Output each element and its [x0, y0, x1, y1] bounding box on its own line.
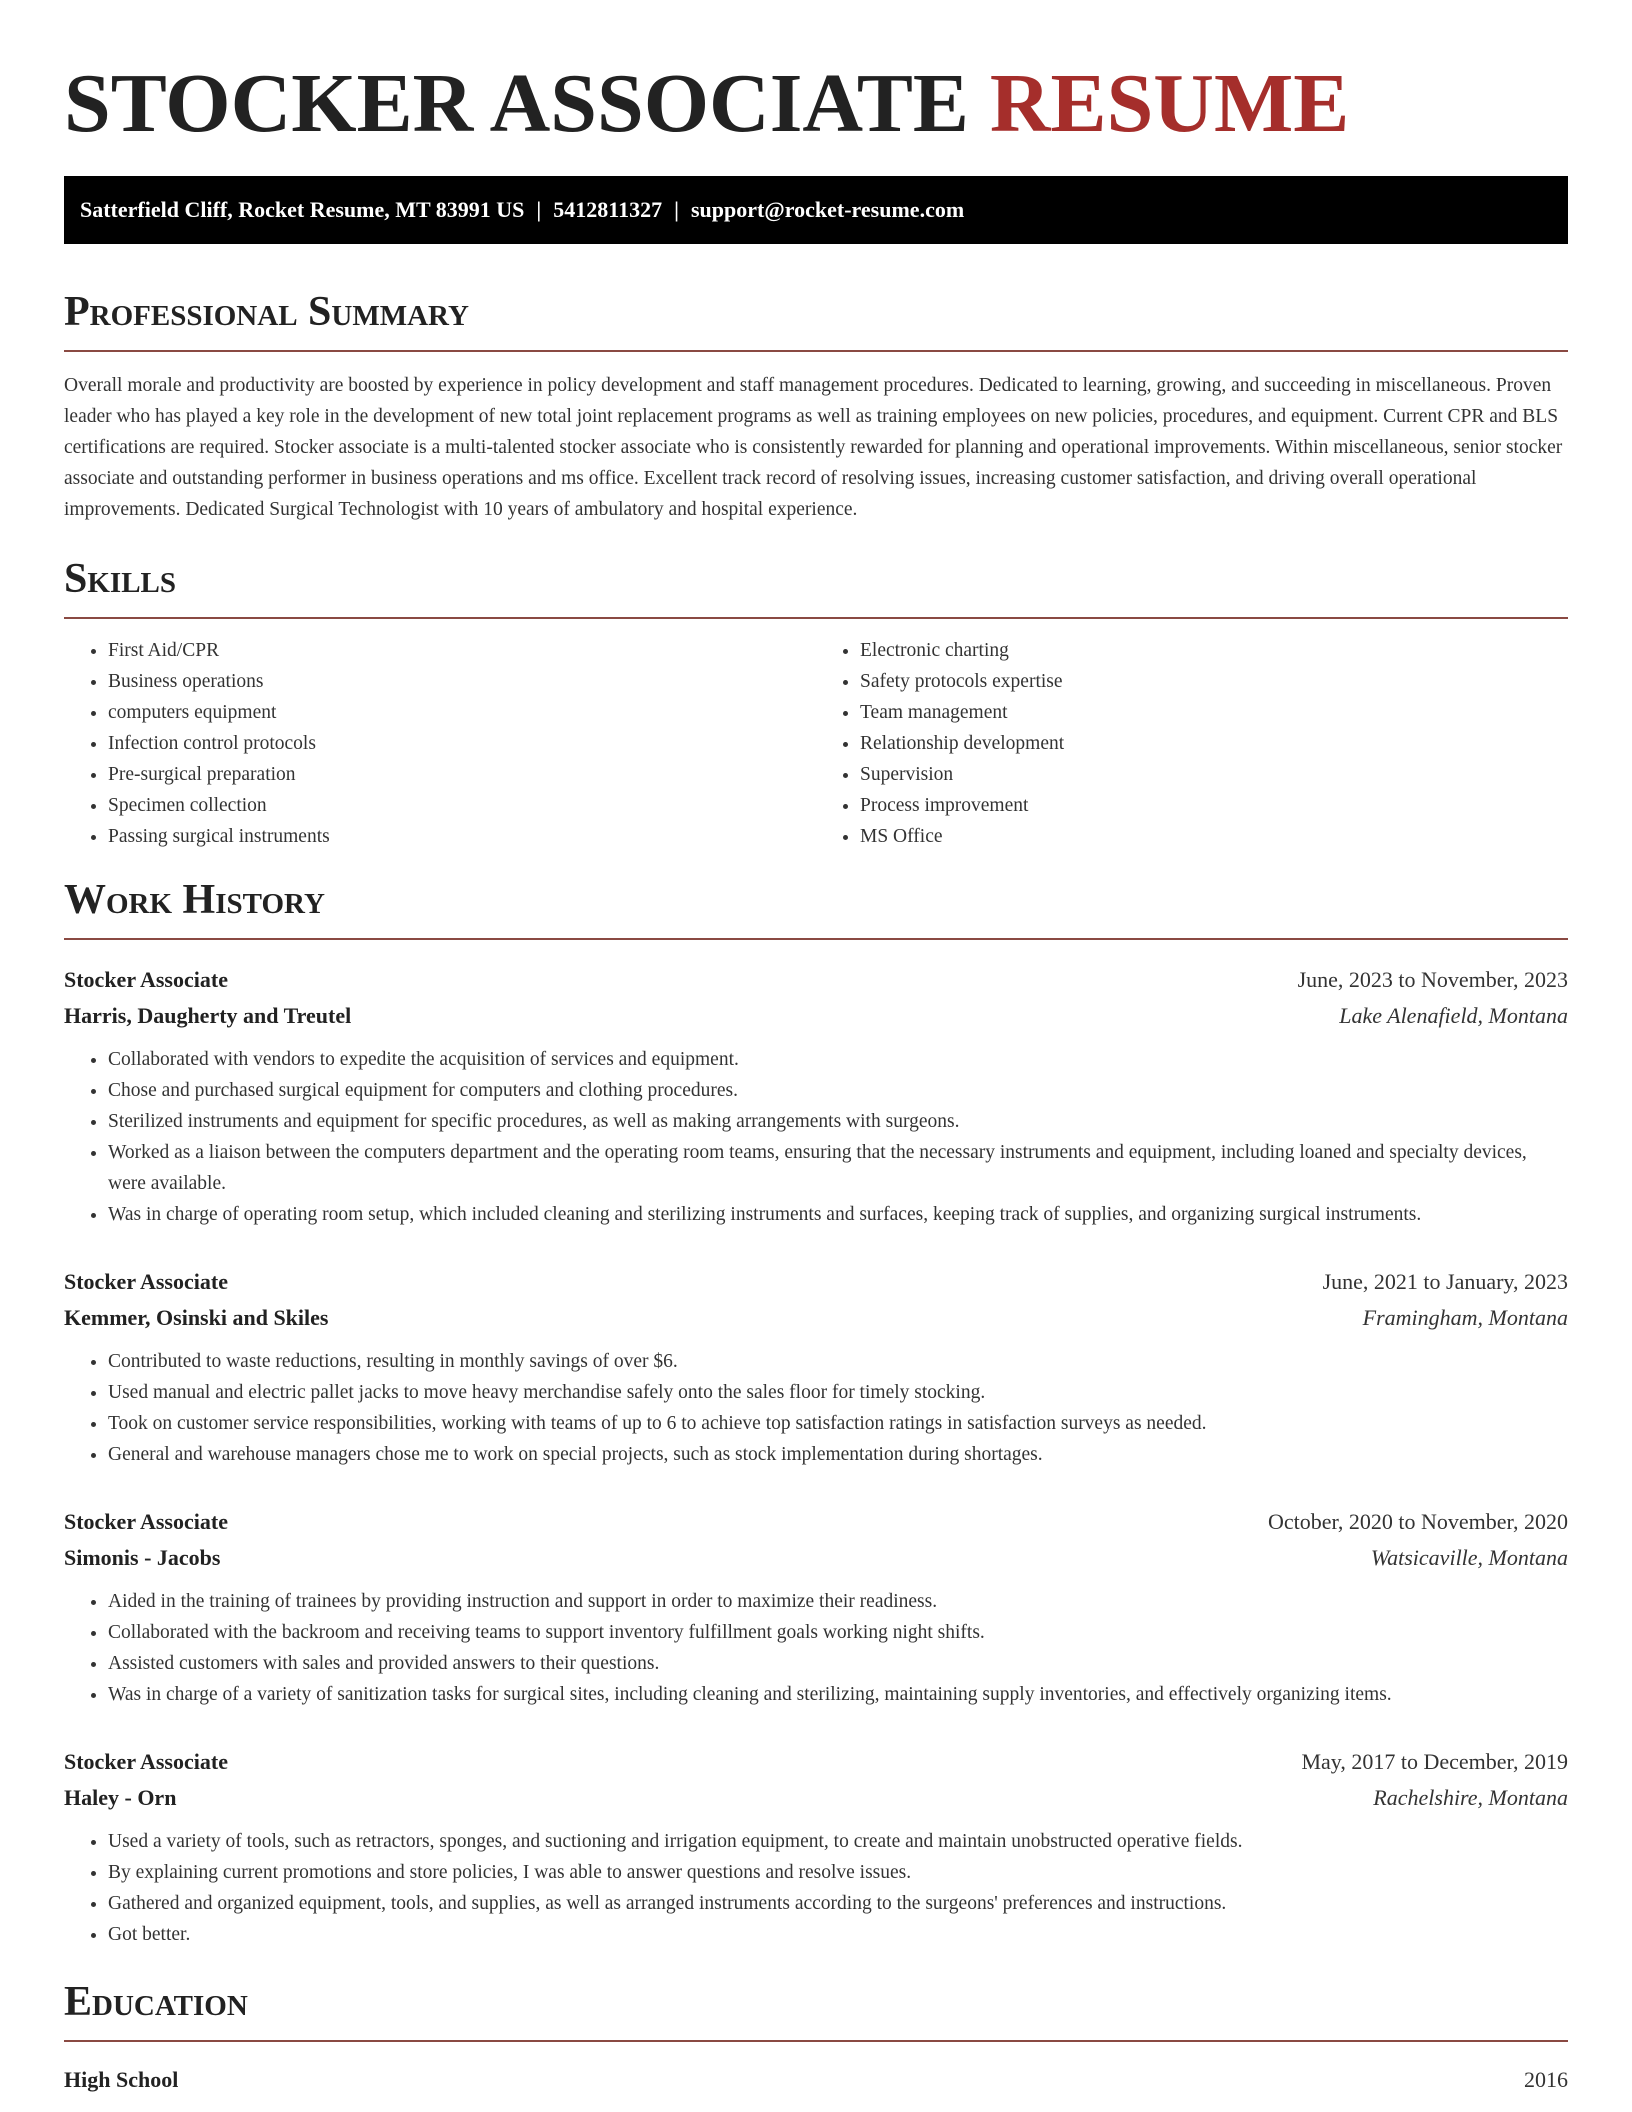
job-employer: Simonis - Jacobs	[64, 1545, 221, 1570]
job-employer: Kemmer, Osinski and Skiles	[64, 1305, 329, 1330]
contact-bar	[64, 176, 1568, 244]
job-employer: Haley - Orn	[64, 1785, 177, 1810]
job-title: Stocker Associate	[64, 1509, 228, 1534]
skill-item: • First Aid/CPR	[108, 635, 816, 666]
contact-separator: |	[536, 197, 542, 222]
job-employer-row	[64, 1780, 1568, 1816]
job-bullet: • Assisted customers with sales and provided answers to their questions.	[108, 1648, 1568, 1679]
job-dates: June, 2023 to November, 2023	[1297, 967, 1568, 992]
summary-heading: Professional Summary	[64, 286, 1568, 352]
skills-list	[64, 635, 1568, 852]
skill-item: • Passing surgical instruments	[108, 821, 816, 852]
skills-column-right	[816, 635, 1568, 852]
contact-email: support@rocket-resume.com	[690, 197, 965, 222]
job-employer-row	[64, 998, 1568, 1034]
job-bullet: • By explaining current promotions and store policies, I was able to answer questions and resolve issues.	[108, 1857, 1568, 1888]
job-bullet: • Chose and purchased surgical equipment for computers and clothing procedures.	[108, 1075, 1568, 1106]
skill-item: • Specimen collection	[108, 790, 816, 821]
skill-item: • Relationship development	[860, 728, 1568, 759]
work-history-heading: Work History	[64, 874, 1568, 940]
skill-item: • computers equipment	[108, 697, 816, 728]
job-employer-row	[64, 1540, 1568, 1576]
skill-item: • Supervision	[860, 759, 1568, 790]
job-location: Watsicaville, Montana	[1370, 1545, 1568, 1570]
education-degree: High School	[64, 2067, 179, 2092]
job-bullet: • Collaborated with the backroom and receiving teams to support inventory fulfillment goals working night shifts.	[108, 1617, 1568, 1648]
job-dates: October, 2020 to November, 2020	[1267, 1509, 1568, 1534]
job-bullet: • Gathered and organized equipment, tools, and supplies, as well as arranged instruments according to the surgeons' preferences and instructions.	[108, 1888, 1568, 1919]
job-employer: Harris, Daugherty and Treutel	[64, 1003, 352, 1028]
job-bullet: • Contributed to waste reductions, resulting in monthly savings of over $6.	[108, 1346, 1568, 1377]
job-dates: June, 2021 to January, 2023	[1322, 1269, 1568, 1294]
job-bullets	[64, 1586, 1568, 1710]
education-entry	[64, 2062, 1568, 2098]
job-header-row	[64, 1504, 1568, 1540]
skill-item: • Infection control protocols	[108, 728, 816, 759]
job-bullet: • Sterilized instruments and equipment for specific procedures, as well as making arrangements with surgeons.	[108, 1106, 1568, 1137]
job-header-row	[64, 1744, 1568, 1780]
summary-text: Overall morale and productivity are boosted by experience in policy development and staff management procedures. Dedicated to learning, growing, and succeeding in miscellaneous. Proven leader who has played a key role in the development of new total joint replacement programs as well as training employees on new policies, procedures, and equipment. Current CPR and BLS certifications are required. Stocker associate is a multi-talented stocker associate who is consistently rewarded for planning and operational improvements. Within miscellaneous, senior stocker associate and outstanding performer in business operations and ms office. Excellent track record of resolving issues, increasing customer satisfaction, and driving overall operational improvements. Dedicated Surgical Technologist with 10 years of ambulatory and hospital experience.	[64, 375, 1563, 520]
job-bullet: • Was in charge of a variety of sanitization tasks for surgical sites, including cleaning and sterilizing, maintaining supply inventories, and effectively organizing items.	[108, 1679, 1568, 1710]
skill-item: • Process improvement	[860, 790, 1568, 821]
job-location: Rachelshire, Montana	[1373, 1785, 1568, 1810]
job-entry	[64, 962, 1568, 1230]
job-bullets	[64, 1044, 1568, 1230]
contact-address: Satterfield Cliff, Rocket Resume, MT 83991 US	[80, 197, 525, 222]
job-employer-row	[64, 1300, 1568, 1336]
resume-title	[64, 0, 1568, 162]
skill-item: • Team management	[860, 697, 1568, 728]
job-bullet: • Got better.	[108, 1919, 1568, 1950]
job-bullet: • Used manual and electric pallet jacks to move heavy merchandise safely onto the sales floor for timely stocking.	[108, 1377, 1568, 1408]
job-entry	[64, 1504, 1568, 1710]
job-bullets	[64, 1346, 1568, 1470]
contact-phone: 5412811327	[553, 197, 663, 222]
title-main: STOCKER ASSOCIATE	[64, 57, 969, 150]
job-bullet: • Took on customer service responsibilities, working with teams of up to 6 to achieve top satisfaction ratings in satisfaction surveys as needed.	[108, 1408, 1568, 1439]
skill-item: • Business operations	[108, 666, 816, 697]
education-year: 2016	[1524, 2067, 1568, 2092]
job-bullet: • Aided in the training of trainees by providing instruction and support in order to maximize their readiness.	[108, 1586, 1568, 1617]
title-accent: RESUME	[989, 57, 1350, 150]
skill-item: • Safety protocols expertise	[860, 666, 1568, 697]
job-bullet: • Used a variety of tools, such as retractors, sponges, and suctioning and irrigation equipment, to create and maintain unobstructed operative fields.	[108, 1826, 1568, 1857]
job-bullet: • Worked as a liaison between the computers department and the operating room teams, ensuring that the necessary instruments and equipment, including loaned and specialty devices, were available.	[108, 1137, 1568, 1199]
job-title: Stocker Associate	[64, 1269, 228, 1294]
job-bullet: • Collaborated with vendors to expedite the acquisition of services and equipment.	[108, 1044, 1568, 1075]
job-title: Stocker Associate	[64, 967, 228, 992]
job-location: Lake Alenafield, Montana	[1339, 1003, 1568, 1028]
job-dates: May, 2017 to December, 2019	[1301, 1749, 1568, 1774]
job-header-row	[64, 1264, 1568, 1300]
job-bullet: • General and warehouse managers chose me to work on special projects, such as stock implementation during shortages.	[108, 1439, 1568, 1470]
skill-item: • Electronic charting	[860, 635, 1568, 666]
job-title: Stocker Associate	[64, 1749, 228, 1774]
job-bullet: • Was in charge of operating room setup, which included cleaning and sterilizing instruments and surfaces, keeping track of supplies, and organizing surgical instruments.	[108, 1199, 1568, 1230]
job-entry	[64, 1744, 1568, 1950]
skill-item: • MS Office	[860, 821, 1568, 852]
job-header-row	[64, 962, 1568, 998]
contact-separator: |	[674, 197, 679, 222]
job-location: Framingham, Montana	[1362, 1305, 1568, 1330]
education-heading: Education	[64, 1976, 1568, 2042]
job-entry	[64, 1264, 1568, 1470]
job-bullets	[64, 1826, 1568, 1950]
skills-column-left	[64, 635, 816, 852]
skills-heading: Skills	[64, 553, 1568, 619]
skill-item: • Pre-surgical preparation	[108, 759, 816, 790]
